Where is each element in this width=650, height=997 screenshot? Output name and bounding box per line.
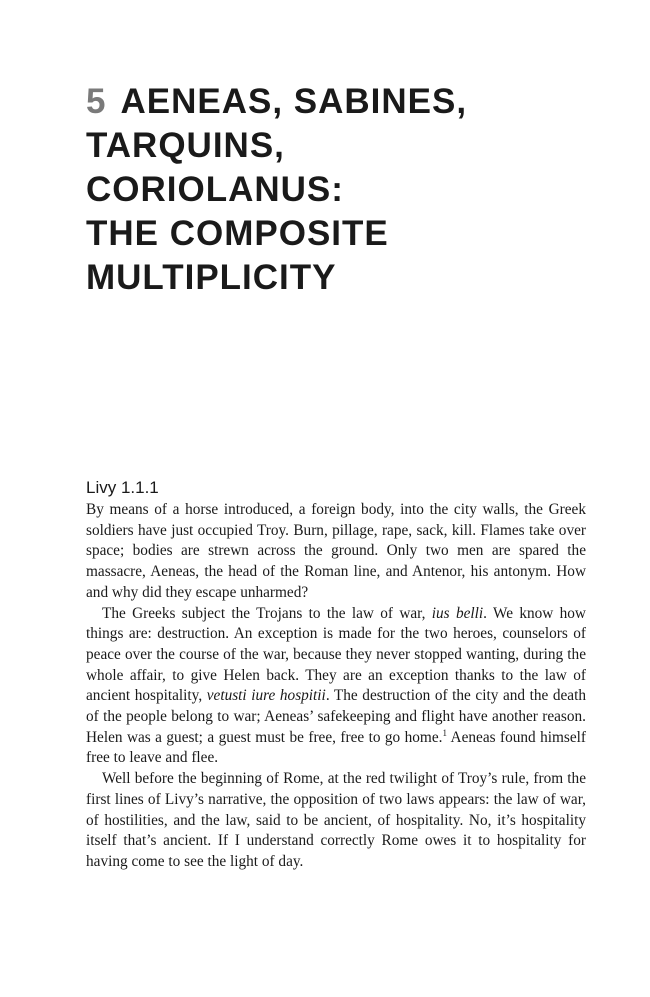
- paragraph-3: Well before the beginning of Rome, at the red twilight of Troy’s rule, from the first lines of Livy’s narrative, the opposition of two laws appears: the law of war, of hostilities, and the law, said to be ancient, of hospitality. No, it’s hospitality itself that’s ancient. If I understand correctly Rome owes it to hospitality for having come to see the light of day.: [86, 770, 586, 870]
- paragraph-2-text-e: . The destruction of the city and the death of the people belong to war; Aeneas’ safekeeping and flight have another reason. Helen was a guest; a guest must be free, free to go home.: [86, 687, 586, 746]
- footnote-marker[interactable]: 1: [442, 727, 447, 738]
- latin-term-vetusti-iure-hospitii: vetusti iure hospitii: [206, 687, 326, 705]
- chapter-heading: [86, 80, 606, 300]
- section-heading: Livy 1.1.1: [86, 478, 159, 497]
- paragraph-2-text-f: Aeneas found himself free to leave and flee.: [86, 728, 586, 767]
- paragraph-1: By means of a horse introduced, a foreign body, into the city walls, the Greek soldiers have just occupied Troy. Burn, pillage, rape, sack, kill. Flames take over space; bodies are strewn across the ground. Only two men are spared the massacre, Aeneas, the head of the Roman line, and Antenor, his antonym. How and why did they escape unharmed?: [86, 501, 586, 601]
- chapter-title-line-5: MULTIPLICITY: [86, 258, 337, 297]
- chapter-title-line-3: CORIOLANUS:: [86, 170, 344, 209]
- latin-term-ius-belli: ius belli: [431, 604, 484, 622]
- chapter-title-line-1: AENEAS, SABINES,: [120, 82, 468, 121]
- chapter-number: 5: [86, 82, 107, 121]
- chapter-title-line-2: TARQUINS,: [86, 126, 285, 165]
- paragraph-2: [86, 604, 586, 770]
- paragraph-2-text-a: The Greeks subject the Trojans to the law of war,: [102, 604, 432, 622]
- body-text: [86, 500, 586, 873]
- chapter-title-line-4: THE COMPOSITE: [86, 214, 389, 253]
- paragraph-2-text-c: . We know how things are: destruction. An exception is made for the two heroes, counselors of peace over the course of the war, because they never stopped wanting, during the whole affair, to give Helen back. They are an exception thanks to the law of ancient hospitality,: [86, 604, 586, 705]
